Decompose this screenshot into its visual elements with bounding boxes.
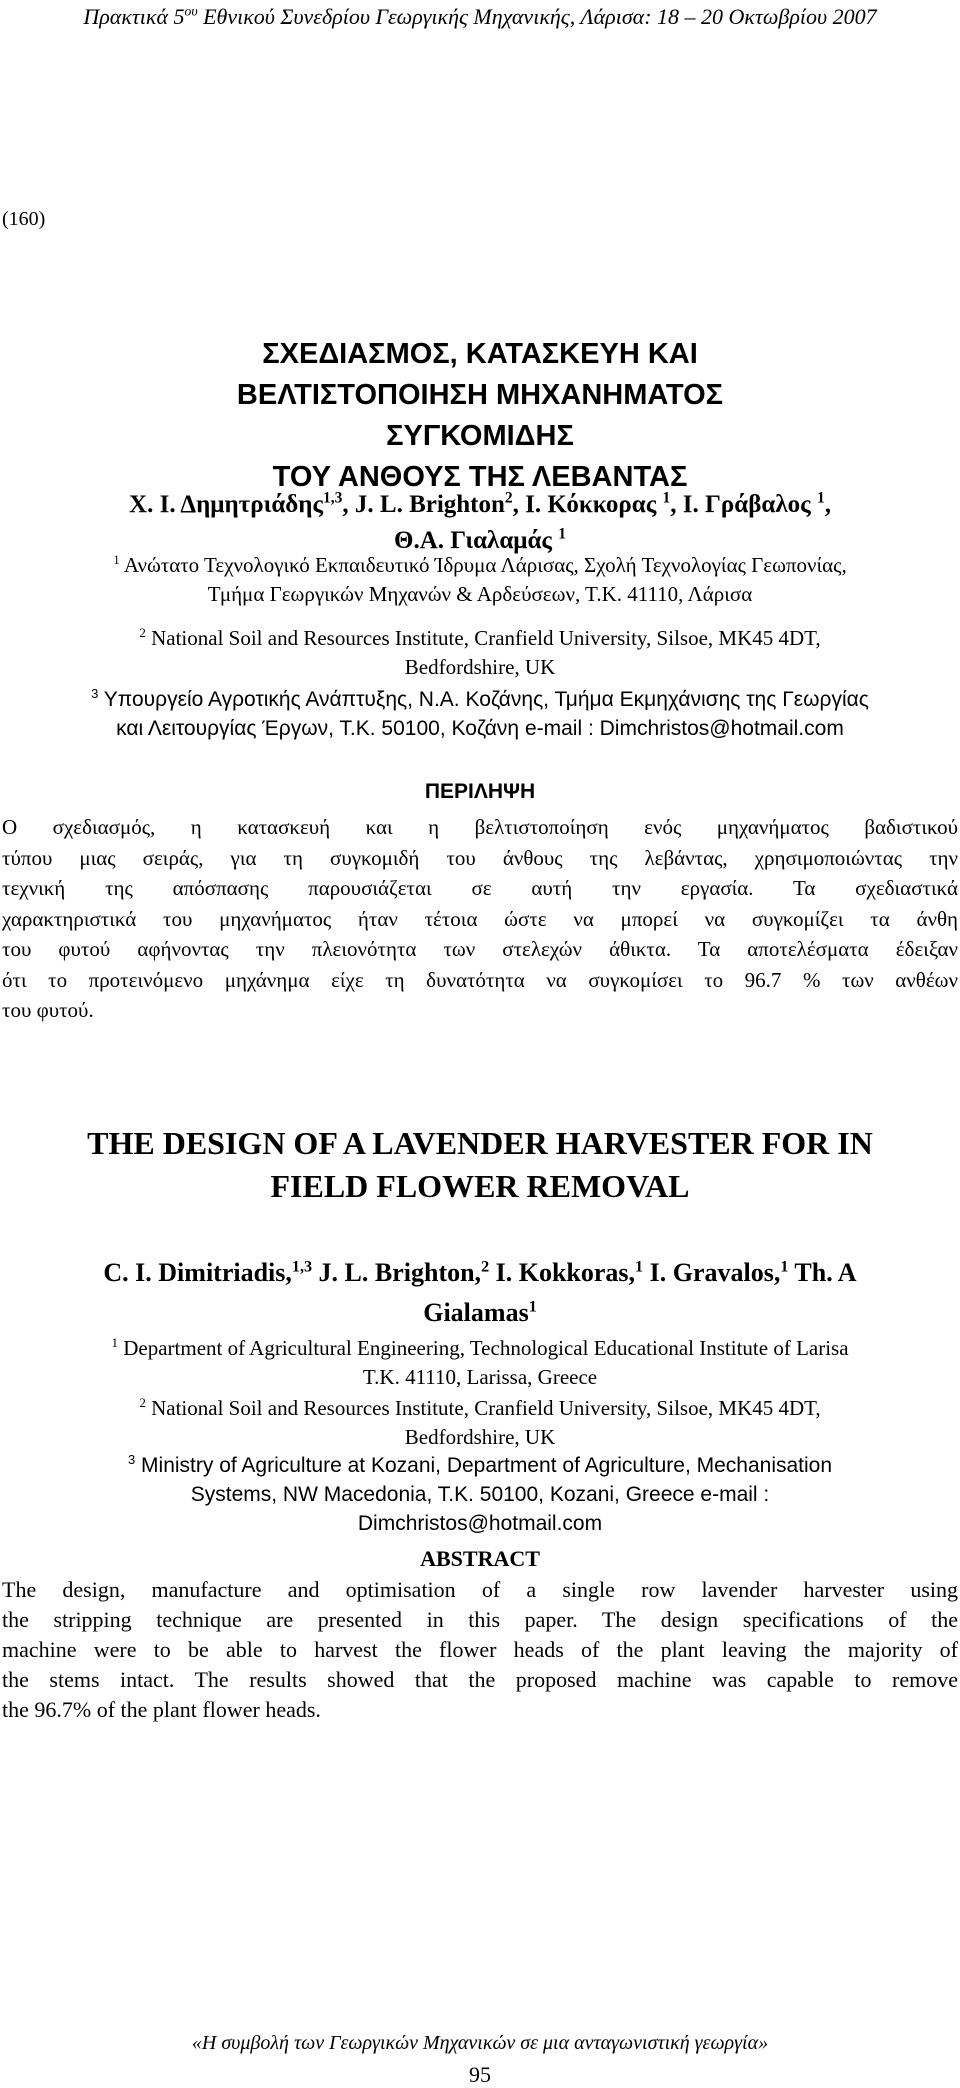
english-authors-line bbox=[0, 1253, 960, 1293]
affiliation-line bbox=[0, 624, 960, 653]
english-title-line: FIELD FLOWER REMOVAL bbox=[270, 1168, 690, 1204]
greek-abstract-line: του φυτού. bbox=[2, 998, 94, 1022]
affiliation-text: Υπουργείο Αγροτικής Ανάπτυξης, Ν.Α. Κοζάνης, Τμήμα Εκμηχάνισης της Γεωργίας bbox=[103, 688, 869, 711]
greek-abstract-line: τύπου μιας σειράς, για τη συγκομιδή του άνθους της λεβάντας, χρησιμοποιώντας την bbox=[2, 845, 958, 870]
english-affiliation-1 bbox=[0, 1334, 960, 1392]
english-title-line: THE DESIGN OF A LAVENDER HARVESTER FOR IN bbox=[87, 1125, 873, 1161]
author-affiliation-mark: 1 bbox=[816, 489, 825, 507]
affiliation-text: National Soil and Resources Institute, Cranfield University, Silsoe, MK45 4DT, bbox=[151, 626, 821, 650]
affiliation-text: Department of Agricultural Engineering, Technological Educational Institute of Larisa bbox=[123, 1336, 849, 1360]
author-name: C. I. Dimitriadis, bbox=[103, 1258, 292, 1287]
greek-abstract-heading: ΠΕΡΙΛΗΨΗ bbox=[424, 780, 536, 803]
author-affiliation-mark: 2 bbox=[504, 489, 513, 507]
affiliation-mark: 3 bbox=[127, 1452, 136, 1467]
author-separator: , bbox=[342, 491, 355, 518]
author-name: I. Gravalos, bbox=[643, 1258, 781, 1287]
affiliation-text: National Soil and Resources Institute, Cranfield University, Silsoe, MK45 4DT, bbox=[151, 1396, 821, 1420]
english-authors bbox=[0, 1253, 960, 1333]
greek-affiliation-2 bbox=[0, 624, 960, 682]
author-name: J. L. Brighton, bbox=[312, 1258, 482, 1287]
affiliation-line bbox=[0, 1334, 960, 1363]
affiliation-line bbox=[0, 551, 960, 580]
author-affiliation-mark: 1,3 bbox=[291, 1258, 313, 1276]
english-abstract-line: the stripping technique are presented in this paper. The design specifications of the bbox=[2, 1607, 958, 1632]
greek-abstract-line: τεχνική της απόσπασης παρουσιάζεται σε αυτή την εργασία. Τα σχεδιαστικά bbox=[2, 876, 958, 900]
english-abstract-line: The design, manufacture and optimisation of a single row lavender harvester using bbox=[2, 1577, 958, 1602]
running-header bbox=[0, 4, 960, 30]
affiliation-mark: 3 bbox=[91, 686, 99, 701]
english-title bbox=[0, 1122, 960, 1208]
author-separator: , bbox=[512, 491, 526, 518]
greek-title-line: ΣΧΕΔΙΑΣΜΟΣ, ΚΑΤΑΣΚΕΥΗ ΚΑΙ bbox=[262, 338, 698, 370]
author-affiliation-mark: 1 bbox=[635, 1258, 644, 1276]
footer-motto: «Η συμβολή των Γεωργικών Μηχανικών σε μια ανταγωνιστική γεωργία» bbox=[191, 2032, 769, 2054]
author-name: Gialamas bbox=[423, 1298, 529, 1327]
author-name: Χ. Ι. Δημητριάδης bbox=[129, 491, 324, 518]
author-affiliation-mark: 1 bbox=[780, 1258, 789, 1276]
affiliation-text: Ανώτατο Τεχνολογικό Εκπαιδευτικό Ίδρυμα Λάρισας, Σχολή Τεχνολογίας Γεωπονίας, bbox=[123, 553, 847, 577]
english-abstract-line: the 96.7% of the plant flower heads. bbox=[2, 1697, 321, 1722]
greek-abstract-line: ότι το προτεινόμενο μηχάνημα είχε τη δυνατότητα να συγκομίσει το 96.7 % των ανθέων bbox=[2, 967, 958, 992]
greek-abstract-body bbox=[2, 812, 958, 1026]
header-ordinal: ου bbox=[184, 3, 198, 19]
affiliation-line bbox=[0, 1394, 960, 1423]
author-affiliation-mark: 1 bbox=[558, 525, 566, 543]
affiliation-line bbox=[0, 685, 960, 714]
author-name: Th. A bbox=[788, 1258, 857, 1287]
affiliation-mark: 2 bbox=[139, 1395, 146, 1410]
author-affiliation-mark: 2 bbox=[481, 1258, 490, 1276]
author-affiliation-mark: 1 bbox=[528, 1298, 537, 1316]
greek-affiliation-1 bbox=[0, 551, 960, 609]
affiliation-line: Τμήμα Γεωργικών Μηχανών & Αρδεύσεων, Τ.Κ. 41110, Λάρισα bbox=[207, 582, 753, 606]
english-affiliation-3 bbox=[0, 1451, 960, 1538]
affiliation-text: Ministry of Agriculture at Kozani, Department of Agriculture, Mechanisation bbox=[141, 1454, 833, 1477]
affiliation-mark: 1 bbox=[111, 1335, 118, 1350]
greek-title-line: ΤΟΥ ΑΝΘΟΥΣ ΤΗΣ ΛΕΒΑΝΤΑΣ bbox=[272, 461, 688, 493]
greek-abstract-line: Ο σχεδιασμός, η κατασκευή και η βελτιστοποίηση ενός μηχανήματος βαδιστικού bbox=[2, 815, 958, 839]
affiliation-line bbox=[0, 1451, 960, 1480]
greek-abstract-line: του φυτού αφήνοντας την πλειονότητα των στελεχών άθικτα. Τα αποτελέσματα έδειξαν bbox=[2, 937, 958, 961]
english-authors-line bbox=[0, 1293, 960, 1333]
affiliation-line: και Λειτουργίας Έργων, Τ.Κ. 50100, Κοζάνη e-mail : Dimchristos@hotmail.com bbox=[116, 717, 844, 740]
affiliation-mark: 2 bbox=[139, 625, 146, 640]
author-name: Ι. Γράβαλος bbox=[682, 491, 817, 518]
paper-number: (160) bbox=[2, 208, 46, 230]
affiliation-line: Systems, NW Macedonia, T.K. 50100, Kozani, Greece e-mail : bbox=[190, 1483, 770, 1506]
english-abstract-line: machine were to be able to harvest the flower heads of the plant leaving the majority of bbox=[2, 1637, 958, 1662]
author-separator: , bbox=[824, 491, 831, 518]
affiliation-line: Bedfordshire, UK bbox=[404, 655, 556, 679]
english-abstract-body bbox=[2, 1575, 958, 1725]
english-affiliation-2 bbox=[0, 1394, 960, 1452]
affiliation-line: Dimchristos@hotmail.com bbox=[357, 1512, 603, 1535]
greek-abstract-line: χαρακτηριστικά του μηχανήματος ήταν τέτοια ώστε να μπορεί να συγκομίζει τα άνθη bbox=[2, 906, 958, 931]
author-affiliation-mark: 1 bbox=[662, 489, 671, 507]
author-affiliation-mark: 1,3 bbox=[323, 489, 343, 507]
affiliation-line: Bedfordshire, UK bbox=[404, 1425, 556, 1449]
author-separator: , bbox=[670, 491, 683, 518]
header-text: Πρακτικά $5^{o\upsilon}$ Εθνικού Συνεδρίου Γεωργικής Μηχανικής, Λάρισα: 18 – 20 Οκτωβρίου 2007 bbox=[83, 3, 877, 29]
page-number: 95 bbox=[469, 2062, 491, 2087]
affiliation-line: T.K. 41110, Larissa, Greece bbox=[362, 1365, 598, 1389]
author-name: J. L. Brighton bbox=[354, 491, 505, 518]
author-name: Ι. Κόκκορας bbox=[525, 491, 663, 518]
author-name: I. Kokkoras, bbox=[489, 1258, 636, 1287]
author-name: Θ.Α. Γιαλαμάς bbox=[394, 527, 559, 554]
greek-title-line: ΒΕΛΤΙΣΤΟΠΟΙΗΣΗ ΜΗΧΑΝΗΜΑΤΟΣ ΣΥΓΚΟΜΙΔΗΣ bbox=[236, 379, 724, 452]
english-abstract-heading: ABSTRACT bbox=[420, 1546, 540, 1571]
greek-affiliation-3 bbox=[0, 685, 960, 743]
greek-title bbox=[150, 334, 810, 498]
affiliation-mark: 1 bbox=[113, 552, 120, 567]
greek-authors bbox=[110, 487, 850, 559]
english-abstract-line: the stems intact. The results showed that the proposed machine was capable to remove bbox=[2, 1667, 958, 1692]
